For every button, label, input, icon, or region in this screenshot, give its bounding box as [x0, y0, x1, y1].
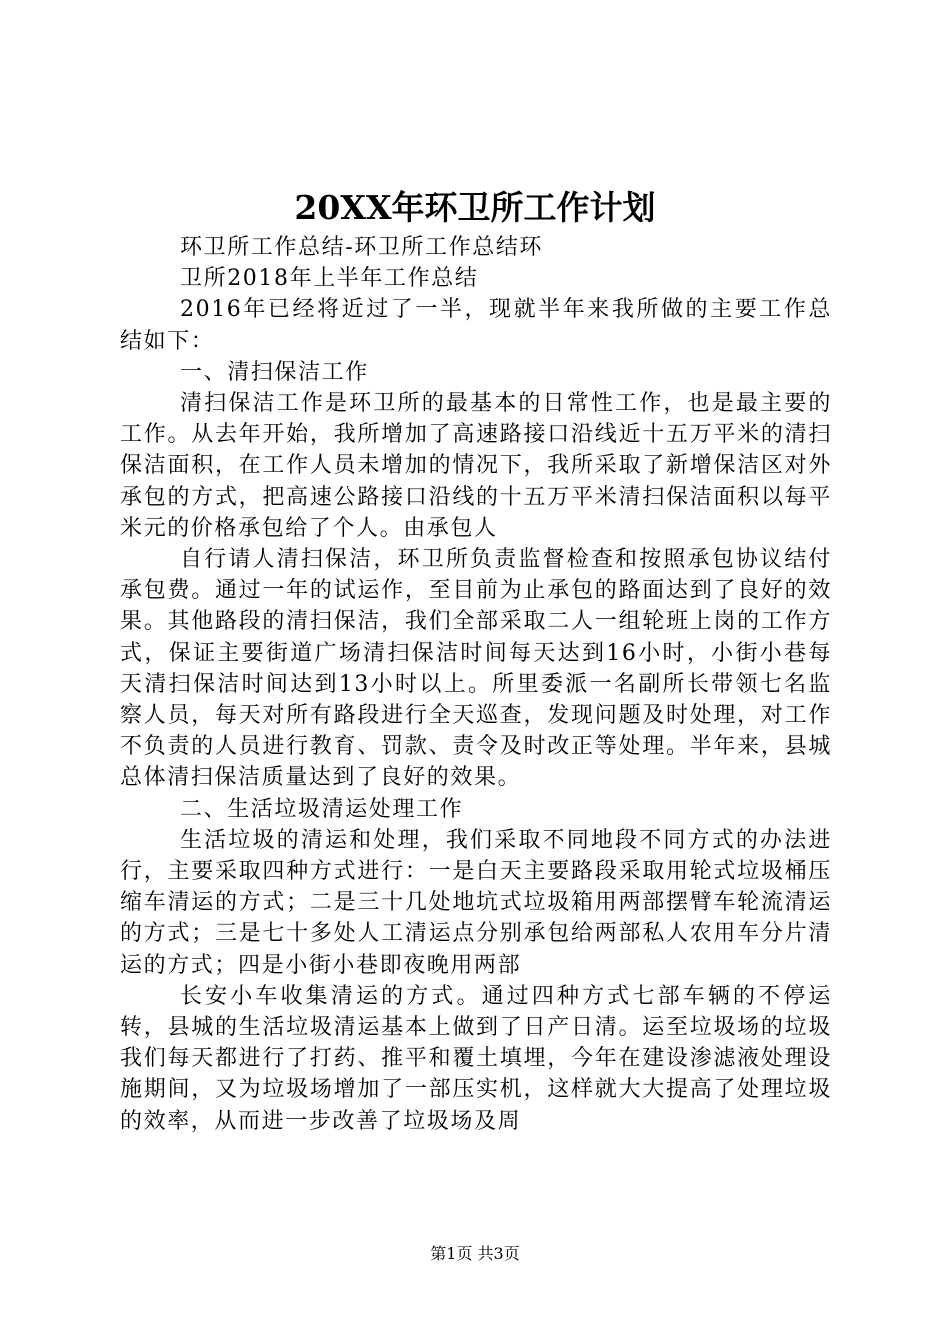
paragraph: 2016年已经将近过了一半，现就半年来我所做的主要工作总结如下：: [120, 297, 832, 354]
paragraph: 长安小车收集清运的方式。通过四种方式七部车辆的不停运转，县城的生活垃圾清运基本上做到了日产日清。运至垃圾场的垃圾我们每天都进行了打药、推平和覆土填埋，今年在建设渗滤液处理设施期间，又为垃圾场增加了一部压实机，这样就大大提高了处理垃圾的效率，从而进一步改善了垃圾场及周: [120, 983, 832, 1134]
section-heading: 一、清扫保洁工作: [180, 359, 369, 385]
section-heading: 二、生活垃圾清运处理工作: [180, 796, 464, 822]
paragraph: 卫所2018年上半年工作总结: [180, 266, 479, 292]
document-title: 20XX年环卫所工作计划: [294, 188, 656, 227]
page-number-footer: 第1页 共3页: [430, 1244, 520, 1263]
paragraph: 生活垃圾的清运和处理，我们采取不同地段不同方式的办法进行，主要采取四种方式进行：一是白天主要路段采取用轮式垃圾桶压缩车清运的方式；二是三十几处地坑式垃圾箱用两部摆臂车轮流清运的方式；三是七十多处人工清运点分别承包给两部私人农用车分片清运的方式；四是小街小巷即夜晚用两部: [120, 827, 832, 978]
paragraph: 自行请人清扫保洁，环卫所负责监督检查和按照承包协议结付承包费。通过一年的试运作，至目前为止承包的路面达到了良好的效果。其他路段的清扫保洁，我们全部采取二人一组轮班上岗的工作方式，保证主要街道广场清扫保洁时间每天达到16小时，小街小巷每天清扫保洁时间达到13小时以上。所里委派一名副所长带领七名监察人员，每天对所有路段进行全天巡查，发现问题及时处理，对工作不负责的人员进行教育、罚款、责令及时改正等处理。半年来，县城总体清扫保洁质量达到了良好的效果。: [120, 547, 832, 791]
paragraph: 清扫保洁工作是环卫所的最基本的日常性工作，也是最主要的工作。从去年开始，我所增加了高速路接口沿线近十五万平米的清扫保洁面积，在工作人员未增加的情况下，我所采取了新增保洁区对外承包的方式，把高速公路接口沿线的十五万平米清扫保洁面积以每平米元的价格承包给了个人。由承包人: [120, 391, 832, 541]
document-body: [120, 232, 832, 1137]
paragraph: 环卫所工作总结-环卫所工作总结环: [180, 235, 544, 260]
